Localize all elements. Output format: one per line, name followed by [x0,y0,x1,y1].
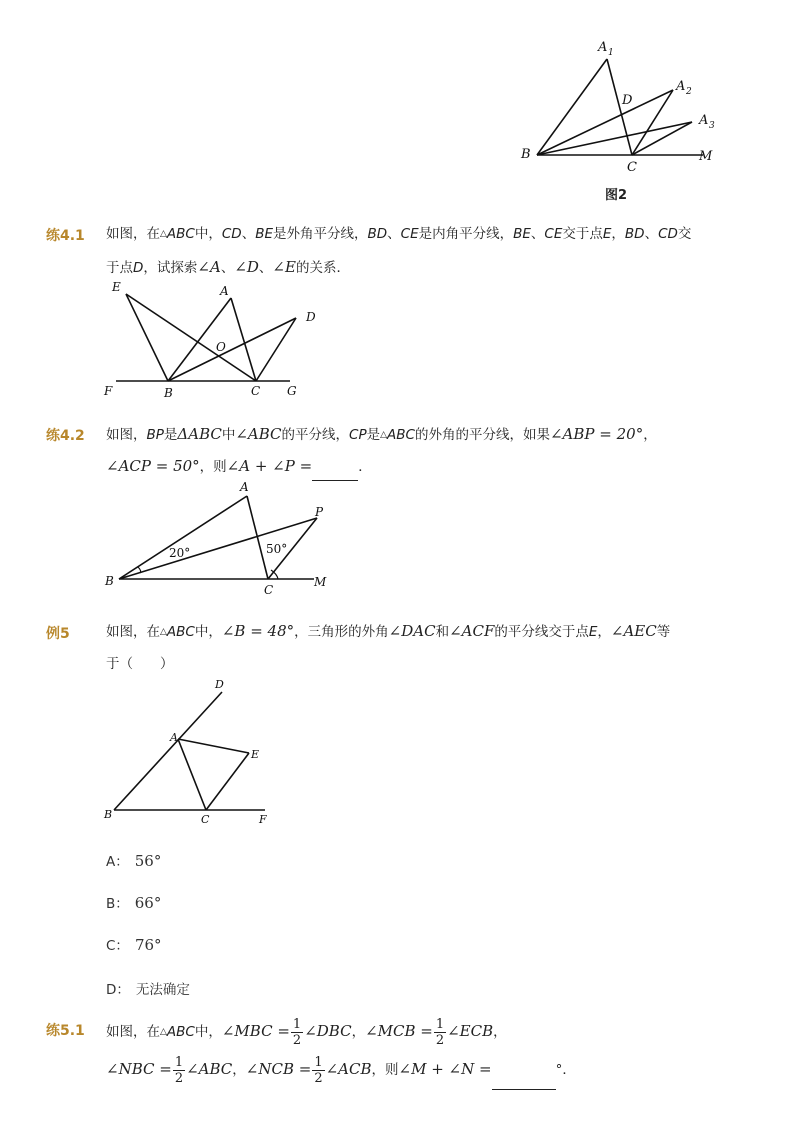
t: BE [513,226,531,242]
line-AC [178,739,206,810]
figure-4-2 [100,478,340,598]
label-A: A [240,480,249,494]
t: 等 [656,624,671,640]
t: 、 [644,226,659,242]
line-EC [126,294,256,381]
t: 、 [530,226,545,242]
t: 中， [194,624,222,640]
line-AE [178,739,249,753]
t: ∠B = 48° [221,622,295,640]
t: ∠AEC [610,622,657,640]
t: CP [349,427,367,443]
t: ， [611,226,625,242]
example-5-line1 [106,620,670,643]
t: 的平分线， [281,427,350,443]
label-D: D [215,678,224,691]
label-C: C [201,813,210,826]
t: 、 [241,226,256,242]
label-F: F [104,384,113,398]
t: ∠ECB [447,1022,494,1040]
t: ∠ABP = 20° [549,425,644,443]
problem-5-1-label: 练5.1 [46,1023,85,1039]
fraction [312,1055,324,1086]
t: ， [493,1024,507,1040]
t: ∠A [197,258,221,276]
t: E [588,624,598,640]
t: 如图，在 [106,624,160,640]
t: ， [643,427,657,443]
t: 是 [366,427,381,443]
t: 中， [194,1024,222,1040]
label-A3-sub: 3 [709,121,715,131]
line-A3C [632,122,692,155]
t: ∠E [272,258,296,276]
numerator: 1 [292,1016,302,1032]
t: 中 [221,427,236,443]
t: ABC [166,226,195,242]
t: 如图，在 [106,1024,160,1040]
label-A3: A [699,113,709,128]
triangle-symbol: △ [380,430,388,440]
label-M: M [314,575,327,589]
t: ∠ABC [186,1060,233,1078]
label-P: P [315,505,324,519]
option-value: 66° [134,894,162,912]
line-BP [119,518,317,579]
t: 如图， [106,427,147,443]
t: 是内角平分线， [418,226,514,242]
problem-4-1-label: 练4.1 [46,228,85,244]
option-b[interactable] [106,892,161,912]
t: ∠DAC [388,622,436,640]
t: 交 [677,226,692,242]
t: ∠D [234,258,259,276]
t: ∠NCB = [245,1060,312,1078]
label-B: B [104,808,113,821]
numerator: 1 [435,1016,445,1032]
figure-2-caption: 图2 [605,188,628,203]
t: BD [367,226,388,242]
figure-5-diagram [100,675,280,830]
t: ， [232,1062,246,1078]
line-BA1 [537,59,607,155]
t: 的关系． [295,260,350,276]
triangle-symbol: △ [160,1027,167,1037]
t: ，试探索 [143,260,198,276]
t: 、 [220,260,235,276]
label-C: C [264,583,274,597]
denominator: 2 [435,1032,445,1048]
problem-5-1-line1 [106,1014,507,1049]
t: 于点 [106,260,133,276]
denominator: 2 [292,1032,302,1048]
figure-2-diagram [510,32,730,172]
t: ΔABC [177,425,222,443]
line-AC [247,496,268,579]
label-A1-sub: 1 [608,48,614,58]
t: ∠MBC = [221,1022,290,1040]
t: 、 [387,226,401,242]
denominator: 2 [174,1070,184,1086]
label-A: A [220,284,229,298]
t: ABC [387,427,415,443]
option-key: A： [106,854,129,870]
figure-2 [510,32,730,172]
label-A: A [170,731,178,744]
label-G: G [287,384,297,398]
label-O: O [216,340,226,354]
option-value: 无法确定 [135,982,190,998]
t: 和 [435,624,450,640]
line-EB [126,294,168,381]
t: ，则 [199,459,227,475]
t: D [133,260,144,276]
label-A1: A [598,40,608,55]
label-E: E [251,748,260,761]
numerator: 1 [314,1054,323,1070]
problem-4-1-line1 [106,223,691,245]
t: CE [400,226,419,242]
option-c[interactable] [106,934,162,954]
problem-4-1-line2 [106,256,350,279]
option-key: D： [106,982,130,998]
t: ∠DBC [304,1022,352,1040]
option-d[interactable] [106,978,190,998]
t: ． [358,459,372,475]
t: ∠ACB [325,1060,372,1078]
t: 是外角平分线， [272,226,368,242]
option-a[interactable] [106,850,161,870]
fraction [173,1055,185,1086]
label-E: E [112,280,121,294]
figure-4-1-diagram [100,278,330,403]
numerator: 1 [174,1054,184,1070]
t: ∠MCB = [365,1022,433,1040]
problem-5-1-line2 [106,1052,576,1090]
problem-4-2-label: 练4.2 [46,428,85,444]
denominator: 2 [314,1070,323,1086]
angle-20: 20° [169,546,191,560]
t: °． [555,1062,576,1078]
option-key: B： [106,896,129,912]
t: CD [658,226,678,242]
t: CE [544,226,563,242]
label-C: C [251,384,261,398]
t: 的外角的平分线，如果 [414,427,550,443]
line-BA3 [537,122,692,155]
label-B: B [521,147,531,162]
line-EC [206,753,249,810]
t: 如图，在 [106,226,160,242]
line-BD [114,692,222,810]
option-key: C： [106,938,129,954]
line-BA [119,496,247,579]
t: 的平分线交于点 [494,624,589,640]
triangle-symbol: △ [160,627,167,637]
fraction [434,1017,446,1048]
t: 中， [194,226,222,242]
t: 是 [163,427,178,443]
label-A2: A [676,79,686,94]
triangle-symbol: △ [160,229,167,239]
example-5-line2: 于（ ） [106,656,174,672]
t: 交于点 [562,226,603,242]
t: CD [221,226,242,242]
example-5-label: 例5 [46,626,70,642]
figure-4-1 [100,278,330,403]
t: ABC [166,1024,195,1040]
angle-50: 50° [266,542,288,556]
t: BP [146,427,164,443]
t: ∠NBC = [106,1060,172,1078]
t: ∠M + ∠N = [398,1060,492,1078]
label-B: B [105,574,114,588]
t: 、 [258,260,273,276]
figure-4-2-diagram [100,478,340,598]
t: ∠ACP = 50° [106,457,200,475]
t: ，三角形的外角 [294,624,389,640]
t: ， [597,624,611,640]
label-C: C [627,160,637,172]
t: ， [351,1024,366,1040]
label-B: B [164,386,173,400]
t: E [602,226,612,242]
label-D: D [306,310,316,324]
t: ∠ACF [449,622,495,640]
t: ，则 [371,1062,399,1078]
option-value: 56° [134,852,162,870]
label-F: F [259,813,267,826]
t: BE [255,226,273,242]
fraction [291,1017,303,1048]
t: ABC [166,624,195,640]
t: ∠ABC [235,425,282,443]
label-D: D [622,93,633,108]
label-A2-sub: 2 [686,87,692,97]
t: BD [624,226,645,242]
problem-4-2-line1 [106,423,657,446]
t: ∠A + ∠P = [226,457,313,475]
label-M: M [699,149,713,164]
answer-blank[interactable] [492,1055,556,1090]
figure-5 [100,675,280,830]
option-value: 76° [134,936,162,954]
